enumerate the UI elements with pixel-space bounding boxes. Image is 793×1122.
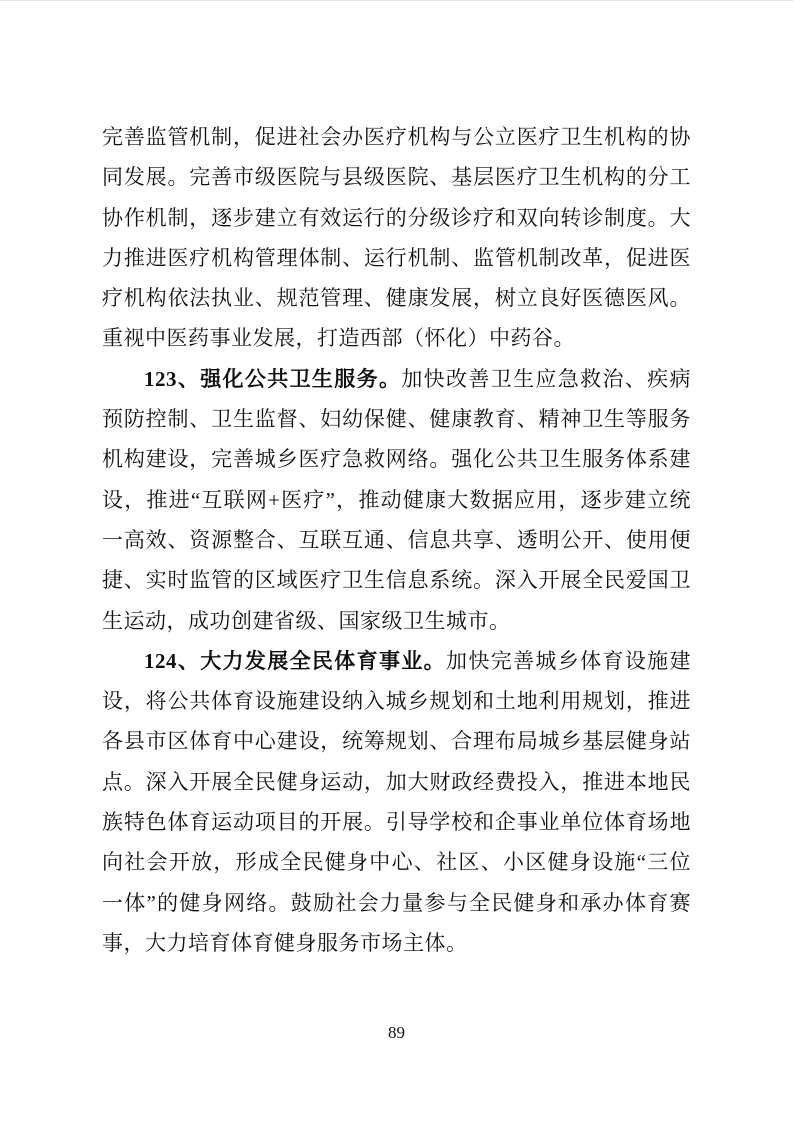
text-line (102, 318, 691, 358)
line-text: 族特色体育运动项目的开展。引导学校和企事业单位体育场地 (102, 810, 691, 835)
text-line (102, 198, 691, 238)
paragraph-124-heading: 124、大力发展全民体育事业。 (144, 648, 447, 673)
line-text: 协作机制，逐步建立有效运行的分级诊疗和双向转诊制度。大 (102, 205, 691, 230)
line-text: 预防控制、卫生监督、妇幼保健、健康教育、精神卫生等服务 (102, 407, 691, 432)
text-line (102, 802, 691, 842)
text-line (102, 883, 691, 923)
line-text: 一体”的健身网络。鼓励社会力量参与全民健身和承办体育赛 (102, 890, 691, 915)
text-line (102, 278, 691, 318)
page-top-edge (0, 0, 793, 1)
text-line (102, 601, 691, 641)
text-line (102, 480, 691, 520)
text-line (102, 238, 691, 278)
body-text-block (102, 117, 691, 963)
line-text: 各县市区体育中心建设，统筹规划、合理布局城乡基层健身站 (102, 729, 691, 754)
line-text: 设，推进“互联网+医疗”，推动健康大数据应用，逐步建立统 (102, 487, 691, 512)
text-line (102, 520, 691, 560)
line-text: 一高效、资源整合、互联互通、信息共享、透明公开、使用便 (102, 527, 691, 552)
line-text: 力推进医疗机构管理体制、运行机制、监管机制改革，促进医 (102, 245, 691, 270)
text-line (102, 560, 691, 600)
line-text: 疗机构依法执业、规范管理、健康发展，树立良好医德医风。 (102, 286, 691, 311)
text-line (102, 157, 691, 197)
paragraph-123-heading: 123、强化公共卫生服务。 (144, 366, 402, 391)
text-line (102, 721, 691, 761)
line-text: 向社会开放，形成全民健身中心、社区、小区健身设施“三位 (102, 850, 691, 875)
text-line (102, 762, 691, 802)
text-line (102, 117, 691, 157)
line-text: 完善监管机制，促进社会办医疗机构与公立医疗卫生机构的协 (102, 125, 691, 149)
text-line (102, 842, 691, 882)
text-line (102, 681, 691, 721)
line-text: 设，将公共体育设施建设纳入城乡规划和土地利用规划，推进 (102, 689, 691, 714)
line-text: 同发展。完善市级医院与县级医院、基层医疗卫生机构的分工 (102, 165, 691, 190)
line-text: 生运动，成功创建省级、国家级卫生城市。 (102, 608, 511, 633)
line-text: 重视中医药事业发展，打造西部（怀化）中药谷。 (102, 326, 575, 351)
line-text: 事，大力培育体育健身服务市场主体。 (102, 930, 468, 955)
text-line (102, 923, 691, 963)
text-line (102, 439, 691, 479)
line-text: 机构建设，完善城乡医疗急救网络。强化公共卫生服务体系建 (102, 447, 691, 472)
text-line (102, 641, 691, 681)
text-line (102, 399, 691, 439)
text-line (102, 359, 691, 399)
line-text: 点。深入开展全民健身运动，加大财政经费投入，推进本地民 (102, 769, 691, 794)
line-text: 加快完善城乡体育设施建 (446, 648, 692, 673)
line-text: 捷、实时监管的区域医疗卫生信息系统。深入开展全民爱国卫 (102, 568, 691, 593)
page-number: 89 (388, 1023, 405, 1042)
line-text: 加快改善卫生应急救治、疾病 (401, 366, 692, 391)
